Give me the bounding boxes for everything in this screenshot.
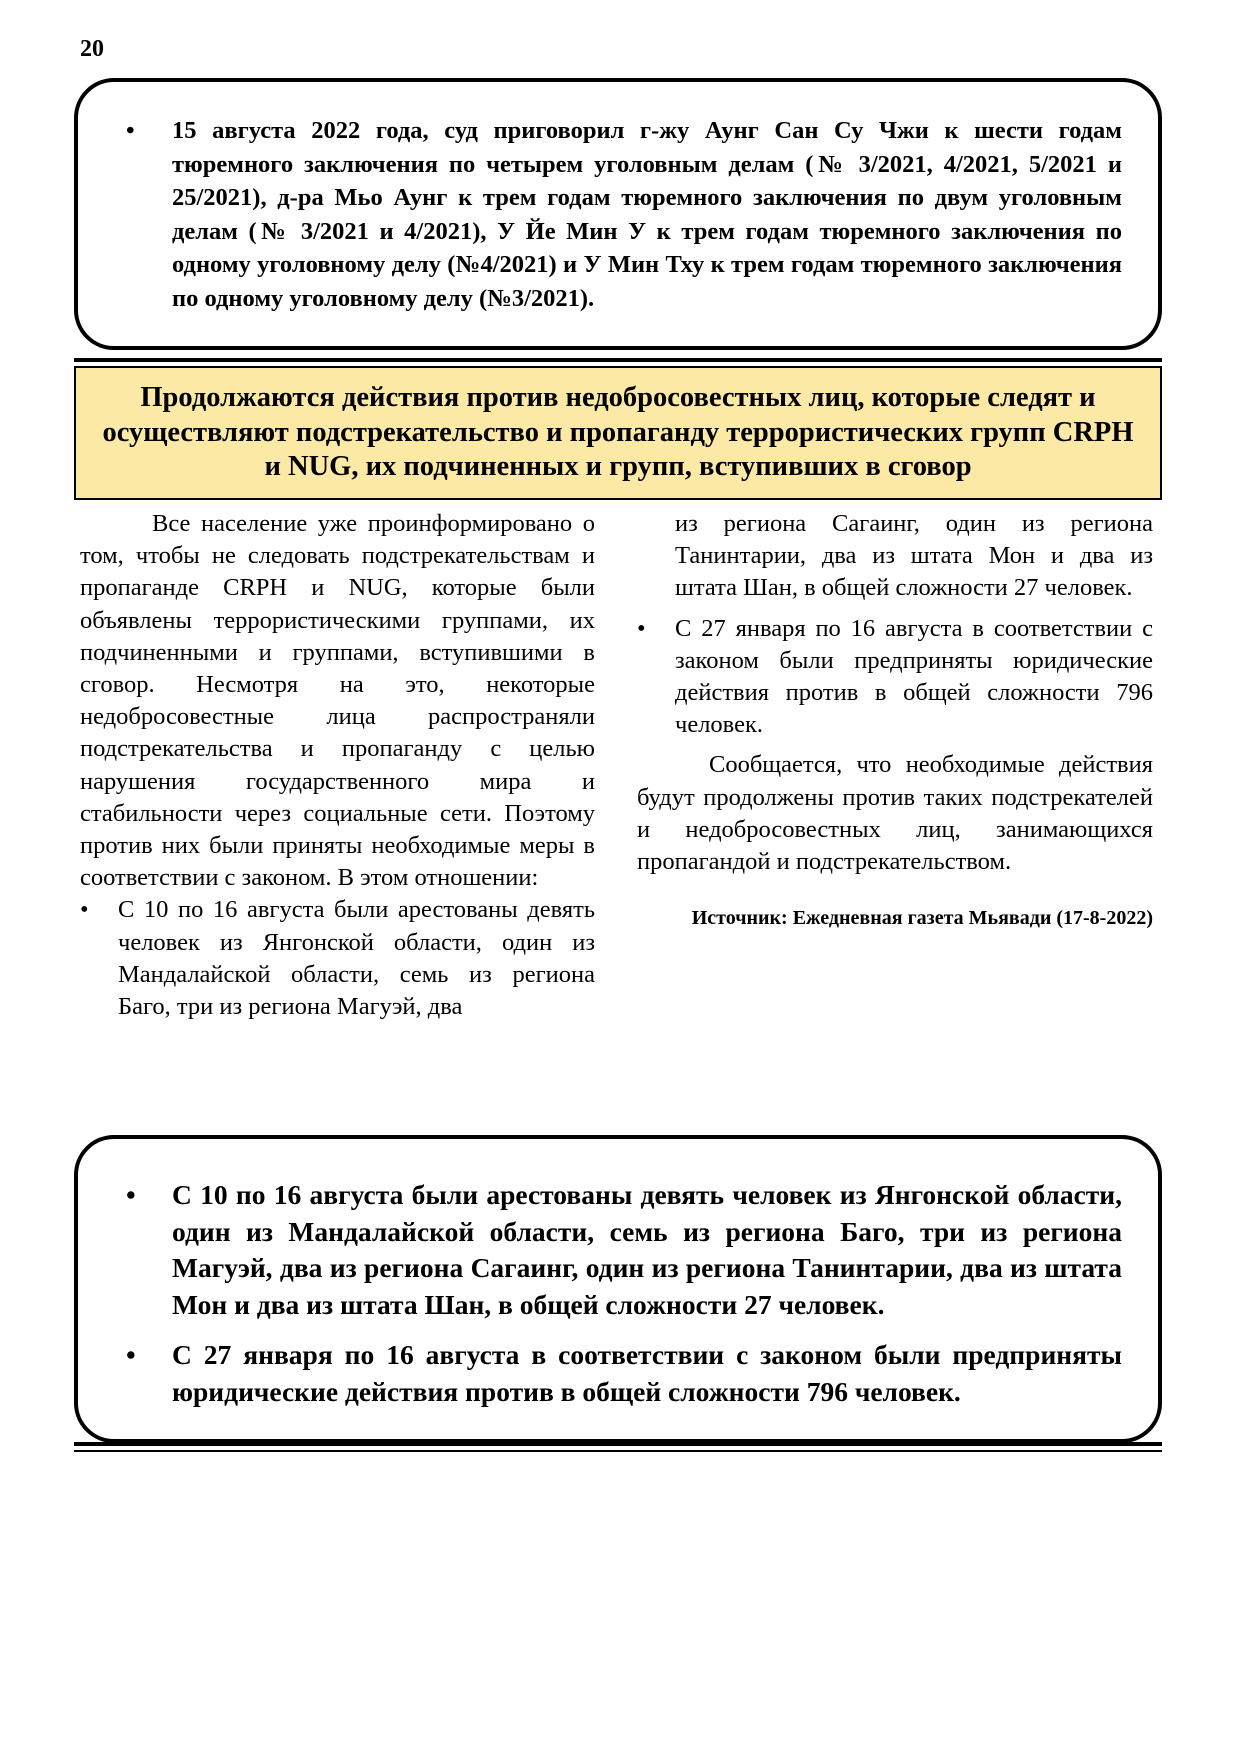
page-number: 20	[80, 36, 104, 62]
article-bullet-list	[637, 613, 1153, 742]
article-bullet-list	[80, 894, 595, 1023]
summary-box-top	[74, 78, 1162, 350]
summary-list-top	[114, 114, 1122, 315]
article-source: Источник: Ежедневная газета Мьявади (17-8-2022)	[691, 907, 1153, 930]
article-closing-paragraph: Сообщается, что необходимые действия будут продолжены против таких подстрекателей и недобросовестных лиц, занимающихся пропагандой и подстрекательством.	[637, 751, 1153, 876]
divider-rule	[74, 1442, 1162, 1446]
summary-item: • 15 августа 2022 года, суд приговорил г-жу Аунг Сан Су Чжи к шести годам тюремного заключения по четырем уголовным делам (№ 3/2021, 4/2021, 5/2021 и 25/2021), д-ра Мьо Аунг к трем годам тюремного заключения по двум уголовным делам (№ 3/2021 и 4/2021), У Йе Мин У к трем годам тюремного заключения по одному уголовному делу (№4/2021) и У Мин Тху к трем годам тюремного заключения по одному уголовному делу (№3/2021).	[114, 114, 1122, 315]
summary-box-bottom	[74, 1135, 1162, 1443]
summary-item: • С 10 по 16 августа были арестованы девять человек из Янгонской области, один из Мандалайской области, семь из региона Баго, три из региона Магуэй, два из региона Сагаинг, один из региона Танинтарии, два из штата Мон и два из штата Шан, в общей сложности 27 человек.	[114, 1177, 1122, 1323]
article-column-right	[637, 508, 1153, 934]
article-intro-paragraph: Все население уже проинформировано о том, чтобы не следовать подстрекательствам и пропаганде CRPH и NUG, которые были объявлены террористическими группами, их подчиненными и группами, вступившими в сговор. Несмотря на это, некоторые недобросовестные лица распространяли подстрекательства и пропаганду с целью нарушения государственного мира и стабильности через социальные сети. Поэтому против них были приняты необходимые меры в соответствии с законом. В этом отношении:	[80, 510, 595, 892]
article-bullet-legal-action: • С 27 января по 16 августа в соответствии с законом были предприняты юридические действия против в общей сложности 796 человек.	[637, 613, 1153, 742]
article-bullet-arrests: • С 10 по 16 августа были арестованы девять человек из Янгонской области, один из Мандалайской области, семь из региона Баго, три из региона Магуэй, два	[80, 894, 595, 1023]
divider-rule-thin	[74, 1450, 1162, 1452]
article-bullet-arrests-continued: из региона Сагаинг, один из региона Танинтарии, два из штата Мон и два из штата Шан, в общей сложности 27 человек.	[675, 510, 1153, 602]
article-column-left	[80, 508, 595, 1023]
article-headline: Продолжаются действия против недобросовестных лиц, которые следят и осуществляют подстрекательство и пропаганду террористических групп CRPH и NUG, их подчиненных и групп, вступивших в сговор	[74, 366, 1162, 500]
summary-list-bottom	[114, 1177, 1122, 1410]
summary-item: • С 27 января по 16 августа в соответствии с законом были предприняты юридические действия против в общей сложности 796 человек.	[114, 1337, 1122, 1410]
divider-rule	[74, 358, 1162, 362]
